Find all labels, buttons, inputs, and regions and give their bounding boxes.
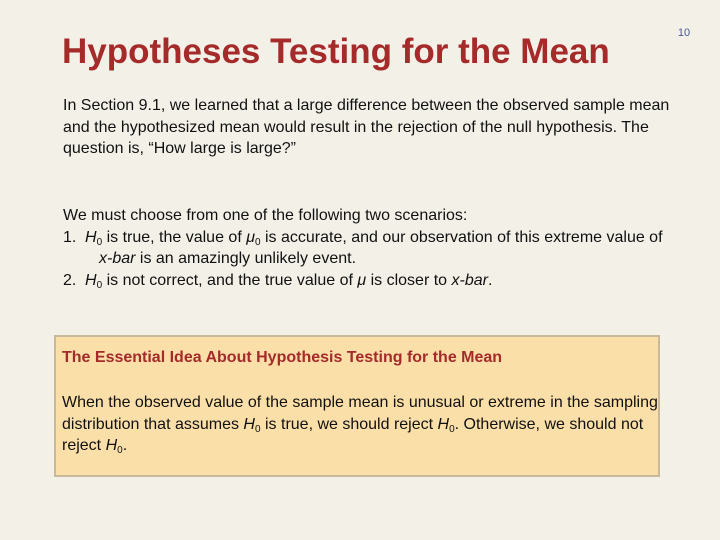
scenario-text: is accurate, and our observation of this extreme value of [260, 228, 663, 246]
scenario-text: is closer to [366, 271, 452, 289]
mu-symbol: μ [246, 228, 255, 246]
mu-symbol: μ [357, 271, 367, 289]
h0-symbol: H [437, 415, 450, 433]
h0-subscript: 0 [96, 279, 103, 291]
h0-subscript: 0 [449, 423, 455, 435]
h0-subscript: 0 [96, 236, 103, 248]
essential-idea-box [54, 335, 660, 477]
intro-paragraph: In Section 9.1, we learned that a large difference between the observed sample mean and the hypothesized mean would result in the rejection of the null hypothesis. The question is, “How large is large?” [63, 97, 670, 157]
scenario-text: is an amazingly unlikely event. [135, 250, 357, 267]
box-text-segment: . [122, 437, 128, 454]
essential-idea-title: The Essential Idea About Hypothesis Testing for the Mean [62, 349, 503, 366]
scenarios-lead: We must choose from one of the following two scenarios: [63, 207, 468, 224]
h0-subscript: 0 [117, 445, 123, 456]
h0-symbol: H [85, 271, 97, 289]
slide-title: Hypotheses Testing for the Mean [62, 32, 610, 71]
xbar-term: x-bar [451, 271, 488, 289]
box-text-segment: . Otherwise, we should not reject [62, 415, 644, 454]
h0-symbol: H [243, 415, 255, 433]
h0-subscript: 0 [254, 423, 261, 435]
scenario-text: is true, the value of [102, 228, 247, 246]
box-text-segment: When the observed value of the sample mean is unusual or extreme in the sampling distribution that assumes [62, 394, 658, 433]
essential-idea-text [62, 392, 658, 457]
scenario-item-2 [63, 270, 673, 292]
h0-symbol: H [85, 228, 97, 246]
scenario-text: . [487, 271, 493, 289]
slide-number: 10 [677, 27, 691, 39]
box-text-segment: is true, we should reject [260, 415, 438, 433]
scenario-text: is not correct, and the true value of [102, 271, 358, 289]
scenarios-section [63, 205, 673, 291]
mu-subscript: 0 [254, 236, 261, 248]
scenario-number: 2. [63, 271, 77, 289]
xbar-term: x-bar [99, 250, 136, 267]
h0-symbol: H [105, 437, 118, 454]
scenario-number: 1. [63, 228, 77, 246]
scenario-item-1 [63, 227, 673, 270]
